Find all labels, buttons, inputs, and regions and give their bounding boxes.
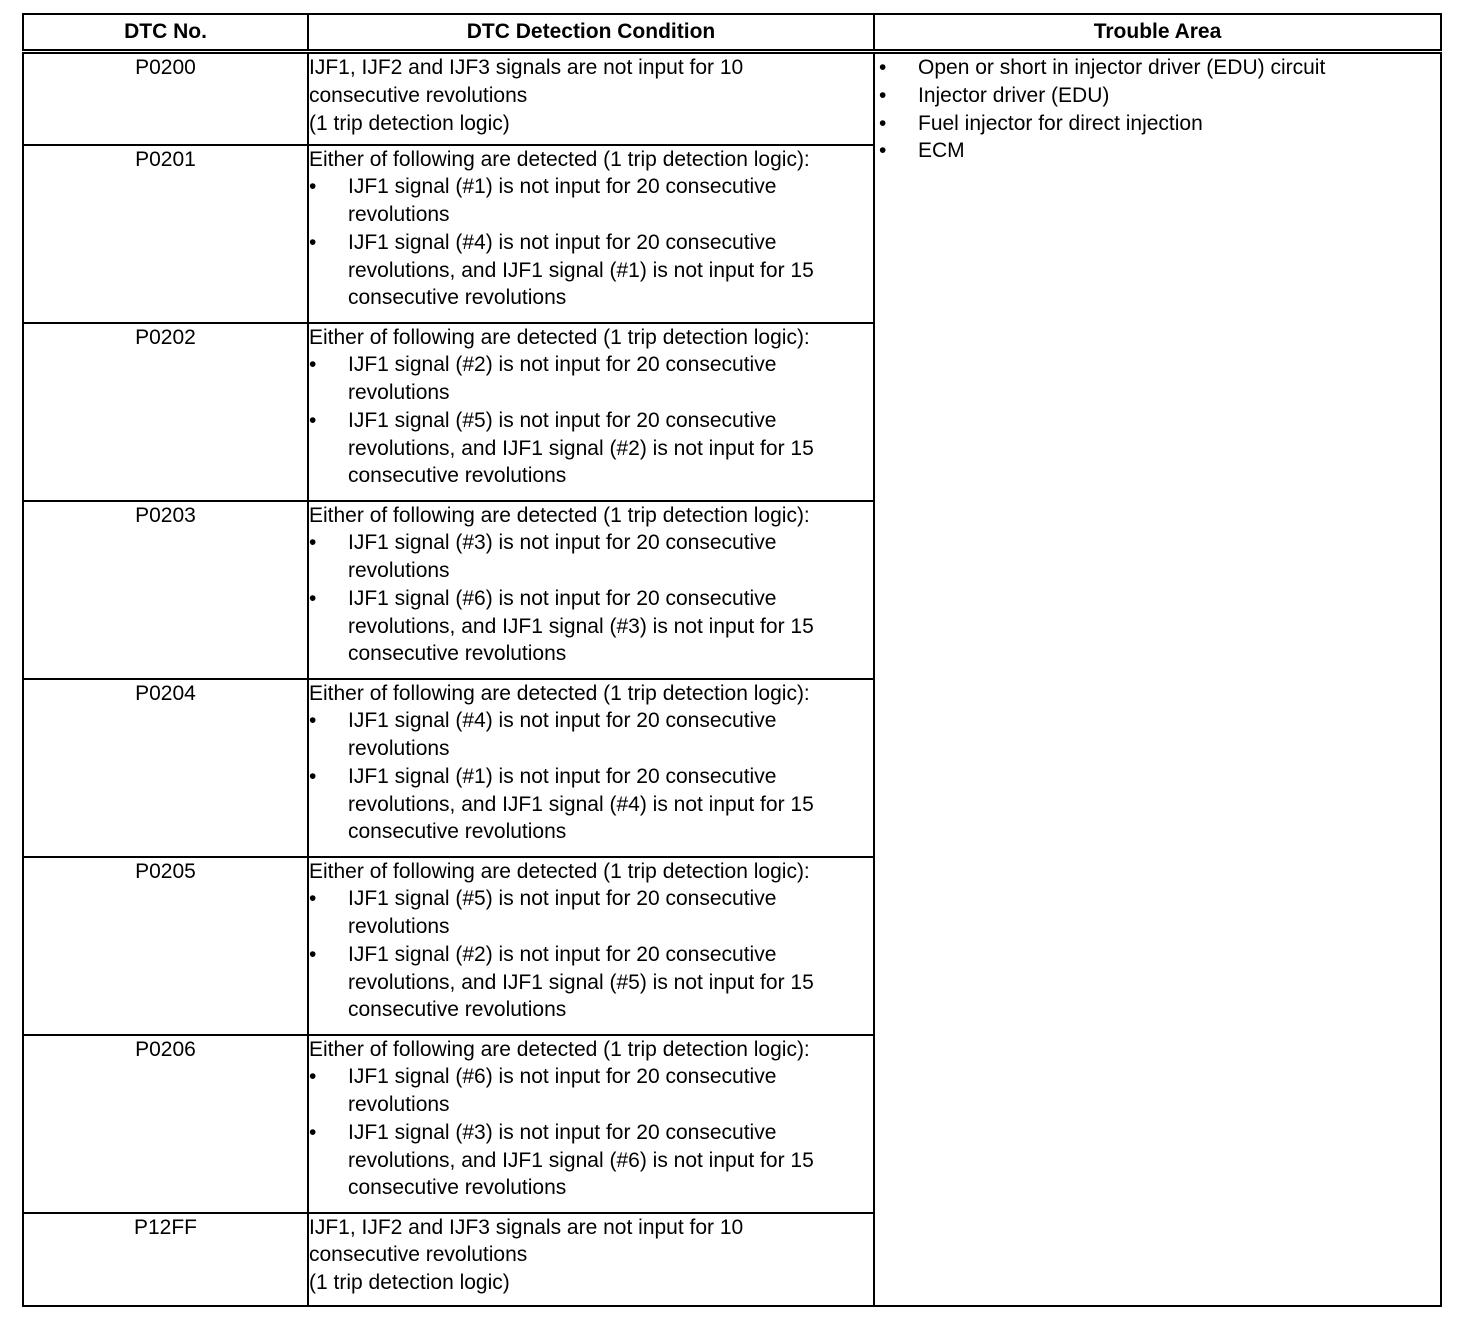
dtc-code: P0205 xyxy=(23,857,308,1035)
condition-bullets xyxy=(309,173,873,312)
dtc-code: P0202 xyxy=(23,323,308,501)
trouble-area-item: • Injector driver (EDU) xyxy=(875,82,1440,110)
detection-condition xyxy=(308,679,874,857)
condition-bullet: • IJF1 signal (#6) is not input for 20 consecutive revolutions xyxy=(309,1063,873,1119)
condition-text: Either of following are detected (1 trip detection logic): xyxy=(309,503,810,527)
table-row xyxy=(23,52,1441,145)
dtc-table xyxy=(22,13,1442,1307)
dtc-code: P0201 xyxy=(23,145,308,323)
condition-text: IJF1, IJF2 and IJF3 signals are not input for 10 consecutive revolutions xyxy=(309,56,744,107)
condition-text: Either of following are detected (1 trip detection logic): xyxy=(309,1037,810,1061)
condition-bullet: • IJF1 signal (#5) is not input for 20 consecutive revolutions xyxy=(309,885,873,941)
detection-condition xyxy=(308,501,874,679)
condition-bullet: • IJF1 signal (#2) is not input for 20 consecutive revolutions xyxy=(309,351,873,407)
dtc-code: P0203 xyxy=(23,501,308,679)
detection-condition xyxy=(308,857,874,1035)
detection-condition xyxy=(308,1035,874,1213)
condition-bullet: • IJF1 signal (#6) is not input for 20 consecutive revolutions, and IJF1 signal (#3) is not input for 15 consecutive revolutions xyxy=(309,585,873,668)
header-detection-condition: DTC Detection Condition xyxy=(308,14,874,52)
condition-bullets xyxy=(309,707,873,846)
condition-text: Either of following are detected (1 trip detection logic): xyxy=(309,325,810,349)
condition-bullets xyxy=(309,885,873,1024)
trouble-area-item: • ECM xyxy=(875,137,1440,165)
detection-condition xyxy=(308,1213,874,1306)
table-header-row xyxy=(23,14,1441,52)
condition-bullet: • IJF1 signal (#5) is not input for 20 consecutive revolutions, and IJF1 signal (#2) is not input for 15 consecutive revolutions xyxy=(309,407,873,490)
trouble-area-item: • Fuel injector for direct injection xyxy=(875,110,1440,138)
trouble-area-cell xyxy=(874,52,1441,1306)
condition-bullets xyxy=(309,351,873,490)
trouble-area-list xyxy=(875,54,1440,165)
detection-condition xyxy=(308,145,874,323)
condition-text: IJF1, IJF2 and IJF3 signals are not input for 10 consecutive revolutions xyxy=(309,1215,744,1267)
dtc-code: P0200 xyxy=(23,52,308,145)
condition-text: Either of following are detected (1 trip detection logic): xyxy=(309,147,810,171)
detection-condition xyxy=(308,52,874,145)
dtc-code: P12FF xyxy=(23,1213,308,1306)
condition-text: Either of following are detected (1 trip detection logic): xyxy=(309,681,810,705)
condition-bullets xyxy=(309,1063,873,1202)
dtc-code: P0204 xyxy=(23,679,308,857)
condition-bullet: • IJF1 signal (#4) is not input for 20 consecutive revolutions xyxy=(309,707,873,763)
condition-bullet: • IJF1 signal (#3) is not input for 20 consecutive revolutions xyxy=(309,529,873,585)
condition-bullets xyxy=(309,529,873,668)
dtc-code: P0206 xyxy=(23,1035,308,1213)
condition-bullet: • IJF1 signal (#2) is not input for 20 consecutive revolutions, and IJF1 signal (#5) is not input for 15 consecutive revolutions xyxy=(309,941,873,1024)
header-trouble-area: Trouble Area xyxy=(874,14,1441,52)
condition-note: (1 trip detection logic) xyxy=(309,1271,510,1295)
condition-bullet: • IJF1 signal (#4) is not input for 20 consecutive revolutions, and IJF1 signal (#1) is not input for 15 consecutive revolutions xyxy=(309,229,873,312)
detection-condition xyxy=(308,323,874,501)
condition-bullet: • IJF1 signal (#3) is not input for 20 consecutive revolutions, and IJF1 signal (#6) is not input for 15 consecutive revolutions xyxy=(309,1119,873,1202)
trouble-area-item: • Open or short in injector driver (EDU) circuit xyxy=(875,54,1440,82)
header-dtc-no: DTC No. xyxy=(23,14,308,52)
condition-note: (1 trip detection logic) xyxy=(309,111,510,135)
condition-bullet: • IJF1 signal (#1) is not input for 20 consecutive revolutions xyxy=(309,173,873,229)
condition-bullet: • IJF1 signal (#1) is not input for 20 consecutive revolutions, and IJF1 signal (#4) is not input for 15 consecutive revolutions xyxy=(309,763,873,846)
condition-text: Either of following are detected (1 trip detection logic): xyxy=(309,859,810,883)
